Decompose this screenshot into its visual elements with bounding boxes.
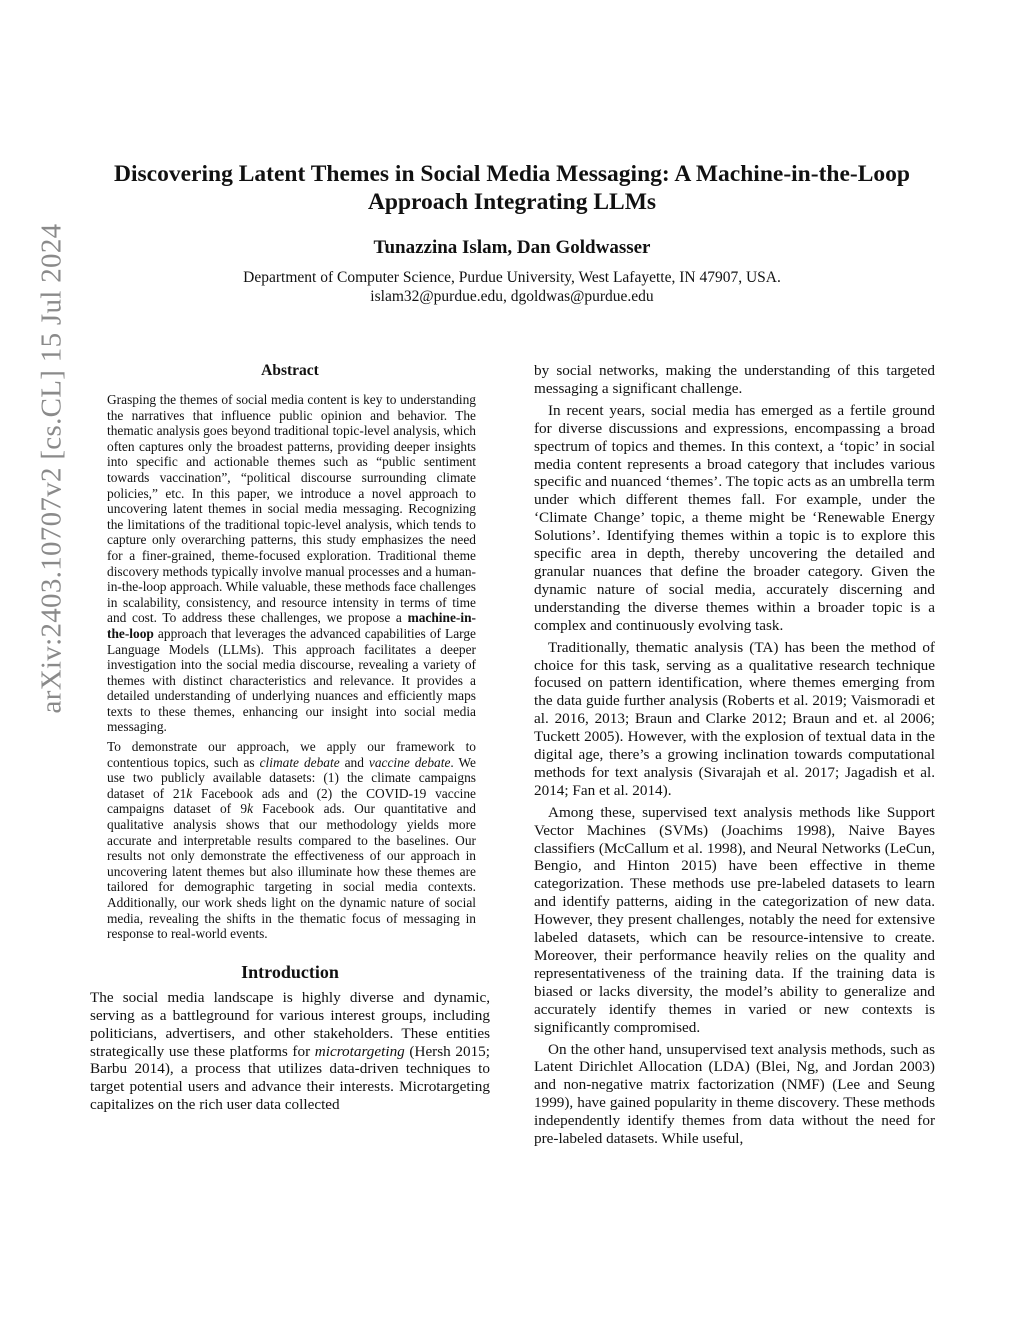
body-paragraph: The social media landscape is highly diverse and dynamic, serving as a battleground for various interest groups, including politicians, advertisers, and other stakeholders. These entities strategically use these platforms for microtargeting (Hersh 2015; Barbu 2014), a process that utilizes data-driven techniques to target potential users and advance their interests. Microtargeting capitalizes on the rich user data collected — [90, 988, 490, 1114]
left-column — [90, 362, 490, 1118]
author-list: Tunazzina Islam, Dan Goldwasser — [373, 237, 651, 258]
title-line: Approach Integrating LLMs — [367, 189, 657, 215]
paper-title — [60, 160, 964, 216]
title-line: Discovering Latent Themes in Social Media Messaging: A Machine-in-the-Loop — [114, 161, 910, 187]
italic-term: climate debate — [259, 754, 340, 770]
affiliation: Department of Computer Science, Purdue University, West Lafayette, IN 47907, USA. — [243, 269, 781, 286]
introduction-body — [90, 989, 490, 1114]
body-paragraph: by social networks, making the understanding of this targeted messaging a significant challenge. — [534, 362, 935, 397]
body-paragraph: Among these, supervised text analysis methods like Support Vector Machines (SVMs) (Joachims 1998), Naive Bayes classifiers (McCallum et al. 1998), and Neural Networks (LeCun, Bengio, and Hinton 2015) have been effective in theme categorization. These methods use pre-labeled datasets to learn and identify patterns, aiding in the categorization of new data. However, they present challenges, notably the need for extensive labeled datasets, which can be resource-intensive to create. Moreover, their performance heavily relies on the quality and representativeness of the training data. If the training data is biased or lacks diversity, the model’s ability to generalize and accurately identify themes in varied or new contexts is significantly compromised. — [534, 803, 935, 1036]
body-paragraph: On the other hand, unsupervised text analysis methods, such as Latent Dirichlet Allocation (LDA) (Blei, Ng, and Jordan 2003) and non-negative matrix factorization (NMF) (Lee and Seung 1999), have gained popularity in theme discovery. These methods independently identify themes from data without the need for pre-labeled datasets. While useful, — [534, 1040, 935, 1148]
body-paragraph: In recent years, social media has emerged as a fertile ground for diverse discussions and expressions, encompassing a broad spectrum of topics and themes. In this context, a ‘topic’ in social media content represents a broad category that includes various specific and nuanced ‘themes’. The topic acts as an umbrella term under which different themes fall. For example, under the ‘Climate Change’ topic, a theme might be ‘Renewable Energy Solutions’. Identifying themes within a topic is to explore this specific area in depth, thereby uncovering the detailed and granular nuances that define the broader category. Given the dynamic nature of social media, accurately discerning and understanding the diverse themes within a broader topic is a complex and continuously evolving task. — [534, 401, 935, 634]
arxiv-identifier: arXiv:2403.10707v2 [cs.CL] 15 Jul 2024 — [35, 223, 68, 714]
right-column — [534, 362, 935, 1152]
emails: islam32@purdue.edu, dgoldwas@purdue.edu — [370, 288, 654, 305]
abstract-heading: Abstract — [261, 362, 319, 379]
abstract-paragraph: Grasping the themes of social media content is key to understanding the narratives that influence public opinion and behavior. The thematic analysis goes beyond traditional topic-level analysis, which often captures only the broadest patterns, providing deeper insights into specific and actionable themes such as “public sentiment towards vaccination”, “political discourse surrounding climate policies,” etc. In this paper, we introduce a novel approach to uncovering latent themes in social media messaging. Recognizing the limitations of the traditional topic-level analysis, which tends to capture only overarching patterns, this study emphasizes the need for a finer-grained, theme-focused exploration. Traditional theme discovery methods typically involve manual processes and a human-in-the-loop approach. While valuable, these methods face challenges in scalability, consistency, and resource intensity in terms of time and cost. To address these challenges, we propose a machine-in-the-loop approach that leverages the advanced capabilities of Large Language Models (LLMs). This approach facilitates a deeper investigation into the social media discourse, revealing a variety of themes with distinct characteristics and relevance. It provides a detailed understanding of underlying nuances and efficiently maps texts to these themes, enhancing our insight into social media messaging. — [107, 392, 476, 735]
abstract-body — [107, 392, 476, 942]
body-paragraph: Traditionally, thematic analysis (TA) has been the method of choice for this task, serving as a qualitative research technique focused on pattern identification, where themes emerging from the data guide further analysis (Roberts et al. 2019; Vaismoradi et al. 2016, 2013; Braun and Clarke 2012; Braun and et. al 2006; Tuckett 2005). However, with the explosion of textual data in the digital age, there’s a growing inclination towards computational methods for text analysis (Sivarajah et al. 2017; Jagadish et al. 2014; Fan et al. 2014). — [534, 638, 935, 799]
affiliation-block — [60, 268, 964, 306]
abstract-paragraph: To demonstrate our approach, we apply our framework to contentious topics, such as climate debate and vaccine debate. We use two publicly available datasets: (1) the climate campaigns dataset of 21k Facebook ads and (2) the COVID-19 vaccine campaigns dataset of 9k Facebook ads. Our quantitative and qualitative analysis shows that our methodology yields more accurate and interpretable results compared to the baselines. Our results not only demonstrate the effectiveness of our approach in uncovering latent themes but also illuminate how these themes are tailored for demographic targeting in social media contexts. Additionally, our work sheds light on the dynamic nature of social media, revealing the shifts in the thematic focus of messaging in response to real-world events. — [107, 739, 476, 942]
italic-term: vaccine debate — [368, 754, 451, 770]
introduction-heading: Introduction — [241, 961, 339, 982]
italic-term: microtargeting — [314, 1042, 405, 1060]
bold-term: machine-in-the-loop — [107, 610, 476, 641]
